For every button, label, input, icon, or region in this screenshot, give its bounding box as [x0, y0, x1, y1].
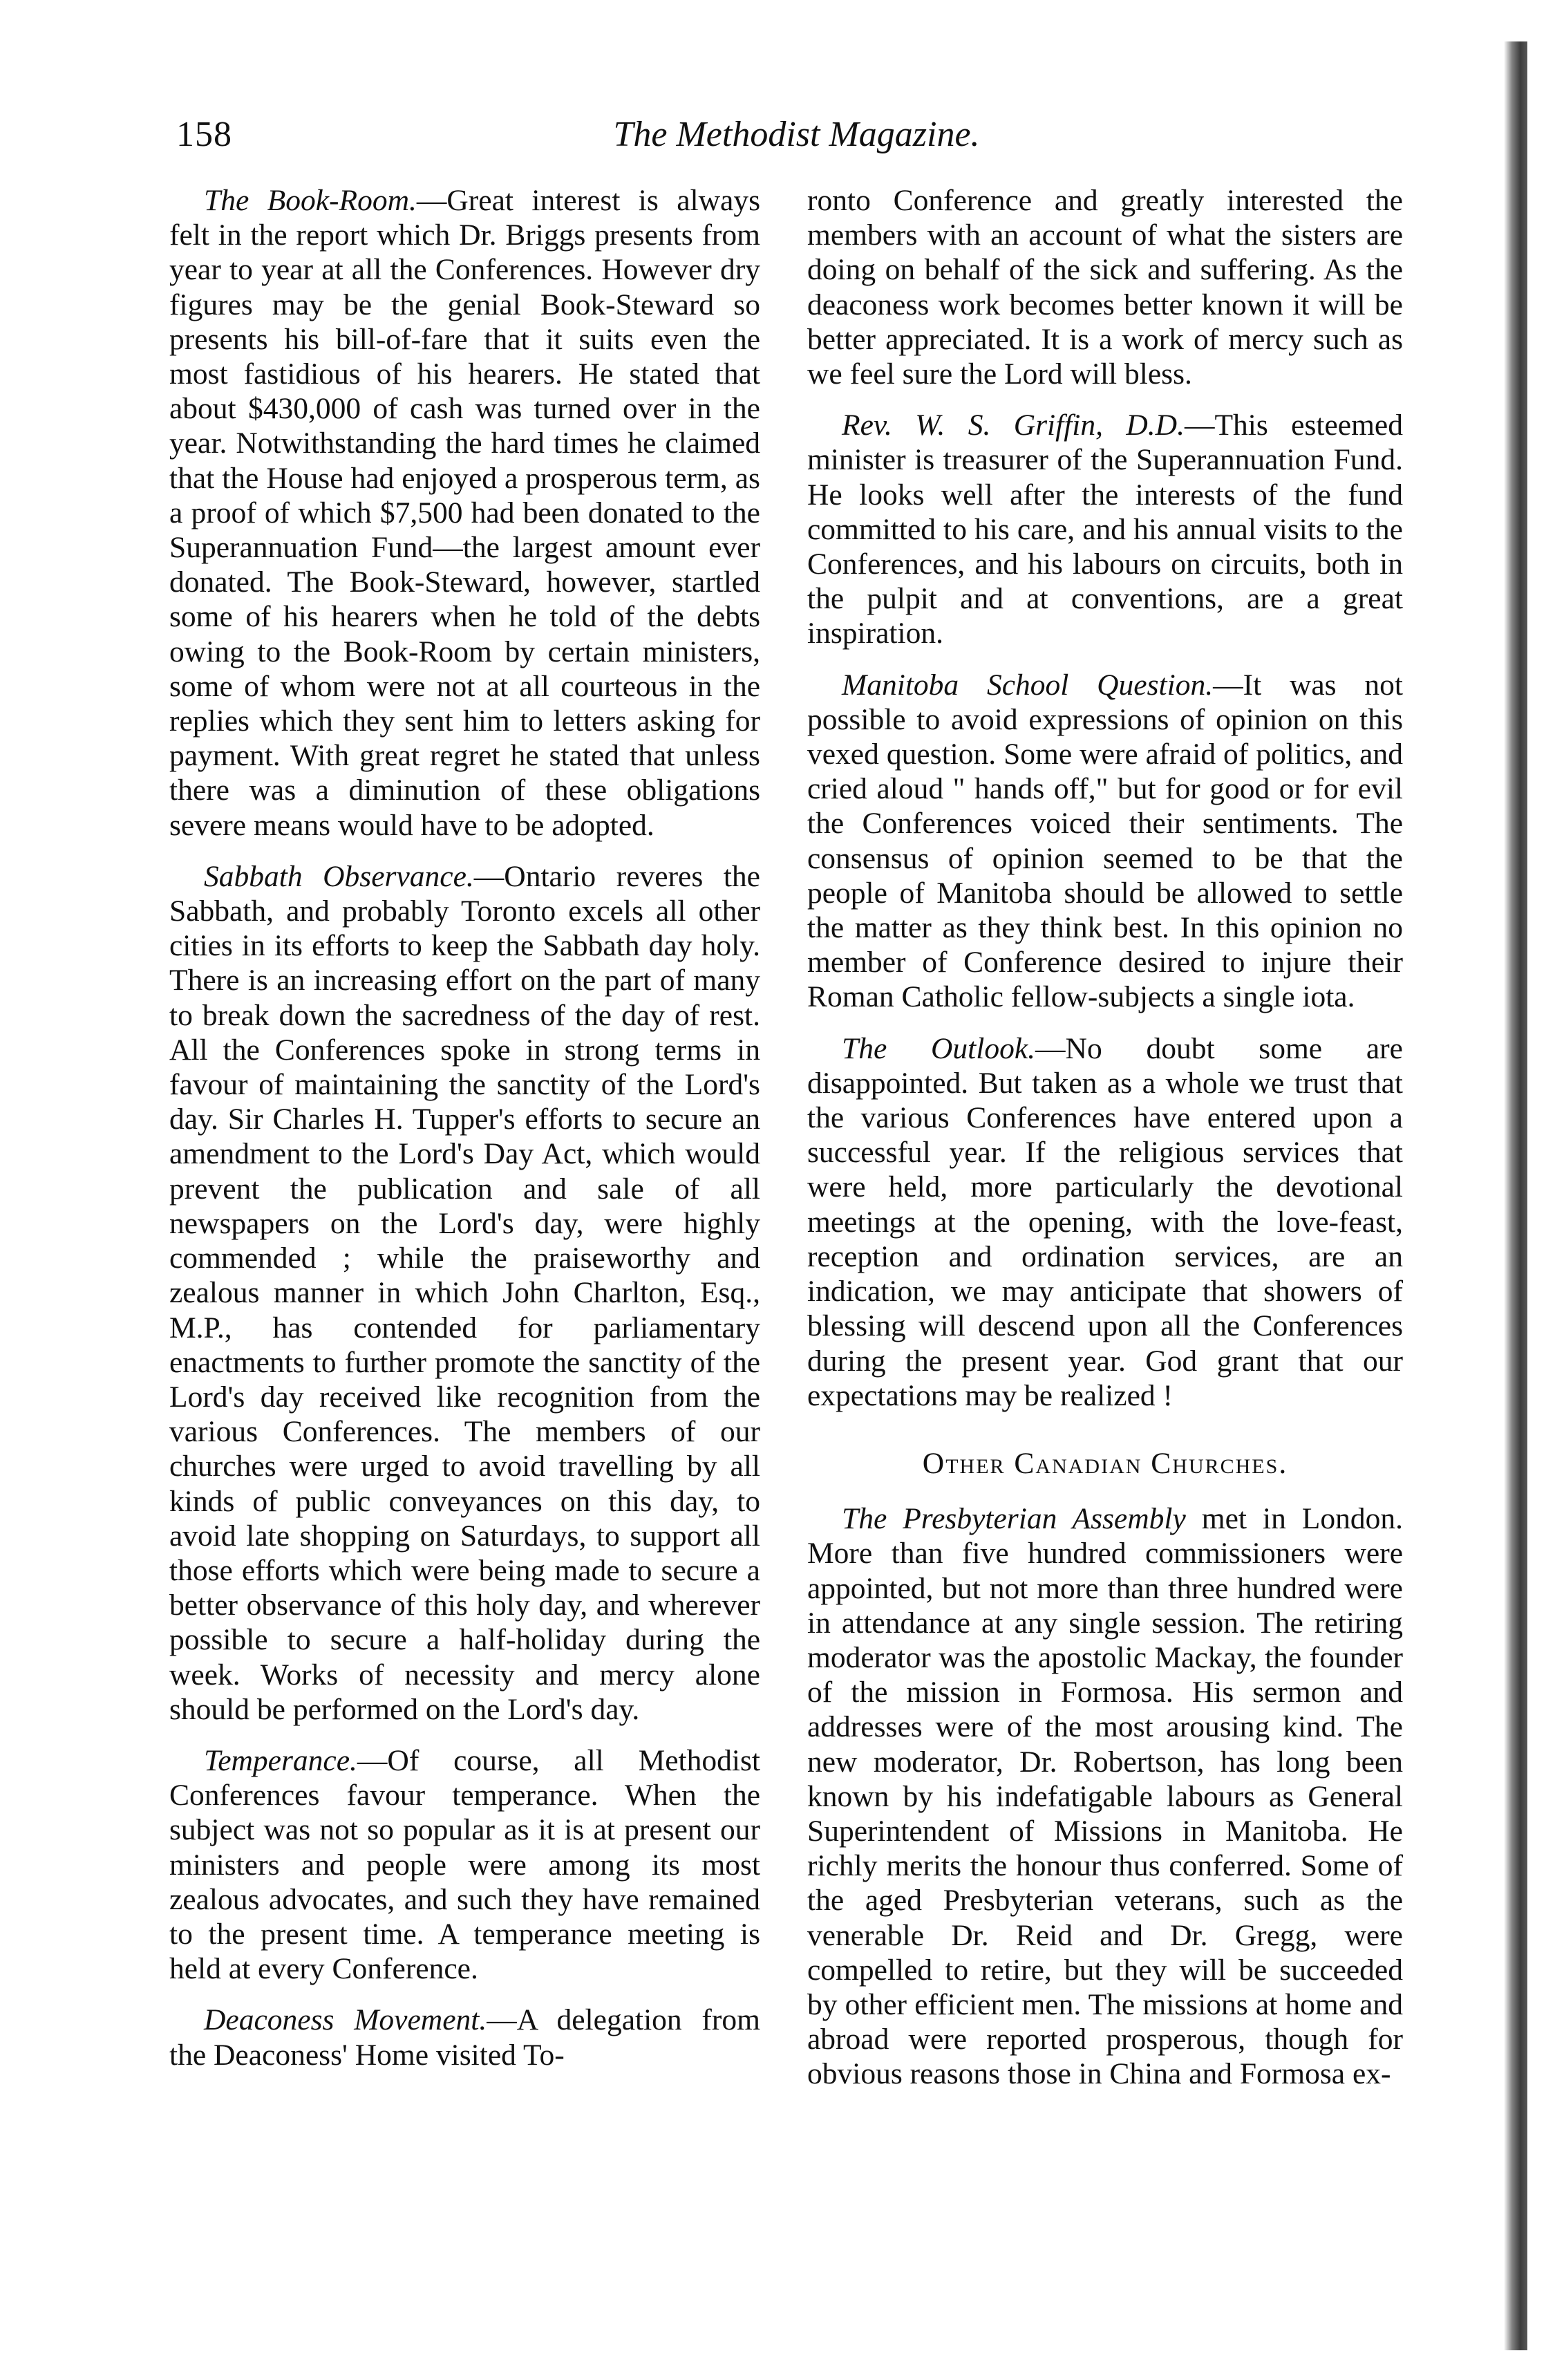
left-column — [169, 183, 760, 2089]
paragraph-temperance — [169, 1743, 760, 1986]
paragraph-lead: Manitoba School Question. — [842, 668, 1214, 702]
paragraph-text: ronto Conference and greatly interested the members with an account of what the sisters are doing on behalf of the sick and suffering. As the deaconess work becomes better known it will be better appreciated. It is a work of mercy such as we feel sure the Lord will bless. — [807, 184, 1403, 391]
paragraph-text: —No doubt some are disappointed. But taken as a whole we trust that the various Conferences have entered upon a successful year. If the religious services that were held, more particularly the devotional meetings at the opening, with the love-feast, reception and ordination services, are an indication, we may anticipate that showers of blessing will descend upon all the Conferences during the present year. God grant that our expectations may be realized ! — [807, 1031, 1403, 1412]
paragraph-presbyterian-assembly — [807, 1501, 1403, 2091]
paragraph-text: met in London. More than five hundred commissioners were appointed, but not more than three hundred were in attendance at any single session. The retiring moderator was the apostolic Mackay, the founder of the mission in Formosa. His sermon and addresses were of the most arousing kind. The new moderator, Dr. Robertson, has long been known by his indefatigable labours as General Superintendent of Missions in Manitoba. He richly merits the honour thus conferred. Some of the aged Presbyterian veterans, such as the venerable Dr. Reid and Dr. Gregg, were compelled to retire, but they will be succeeded by other efficient men. The missions at home and abroad were reported prosperous, though for obvious reasons those in China and Formosa ex- — [807, 1502, 1404, 2091]
paragraph-text: —A delegation from the Deaconess' Home visited To- — [169, 2003, 760, 2072]
page-number: 158 — [176, 115, 232, 154]
paragraph-sabbath-observance — [169, 859, 760, 1727]
paragraph-deaconess-continued — [807, 183, 1403, 391]
paragraph-book-room — [169, 183, 760, 843]
paragraph-lead: Deaconess Movement. — [204, 2003, 487, 2037]
page-header — [176, 114, 1417, 169]
paragraph-lead: The Book-Room. — [204, 184, 417, 217]
page-binding-edge — [1504, 41, 1527, 2350]
paragraph-text: —Of course, all Methodist Conferences favour temperance. When the subject was not so popular as it is at present our ministers and people were among its most zealous advocates, and such they have remained to the present time. A temperance meeting is held at every Conference. — [169, 1743, 760, 1986]
paragraph-lead: The Outlook. — [842, 1031, 1036, 1065]
paragraph-lead: Temperance. — [204, 1743, 357, 1777]
paragraph-text: —It was not possible to avoid expressions of opinion on this vexed question. Some were afraid of politics, and cried aloud " hands off," but for good or for evil the Conferences voiced their sentiments. The consensus of opinion seemed to be that the people of Manitoba should be allowed to settle the matter as they think best. In this opinion no member of Conference desired to injure their Roman Catholic fellow-subjects a single iota. — [807, 668, 1403, 1014]
paragraph-text: —Great interest is always felt in the report which Dr. Briggs presents from year to year at all the Conferences. However dry figures may be the genial Book-Steward so presents his bill-of-fare that it suits even the most fastidious of his hearers. He stated that about $430,000 of cash was turned over in the year. Notwithstanding the hard times he claimed that the House had enjoyed a prosperous term, as a proof of which $7,500 had been donated to the Superannuation Fund—the largest amount ever donated. The Book-Steward, however, startled some of his hearers when he told of the debts owing to the Book-Room by certain ministers, some of whom were not at all courteous in the replies which they sent him to letters asking for payment. With great regret he stated that unless there was a diminution of these obligations severe means would have to be adopted. — [169, 184, 760, 842]
paragraph-manitoba-school-question — [807, 668, 1403, 1015]
paragraph-lead: The Presbyterian Assembly — [842, 1502, 1186, 1536]
paragraph-lead: Sabbath Observance. — [204, 859, 474, 893]
paragraph-rev-griffin — [807, 408, 1403, 650]
paragraph-text: —Ontario reveres the Sabbath, and probably Toronto excels all other cities in its efforts to keep the Sabbath day holy. There is an increasing effort on the part of many to break down the sacredness of the day of rest. All the Conferences spoke in strong terms in favour of maintaining the sanctity of the Lord's day. Sir Charles H. Tupper's efforts to secure an amendment to the Lord's Day Act, which would prevent the publication and sale of all newspapers on the Lord's day, were highly commended ; while the praiseworthy and zealous manner in which John Charlton, Esq., M.P., has contended for parliamentary enactments to further promote the sanctity of the Lord's day received like recognition from the various Conferences. The members of our churches were urged to avoid travelling by all kinds of public conveyances on this day, to avoid late shopping on Saturdays, to support all those efforts which were being made to secure a better observance of this holy day, and wherever possible to secure a half-holiday during the week. Works of necessity and mercy alone should be performed on the Lord's day. — [169, 859, 760, 1726]
running-title: The Methodist Magazine. — [613, 115, 980, 154]
paragraph-deaconess-movement — [169, 2003, 760, 2072]
paragraph-the-outlook — [807, 1031, 1403, 1413]
section-heading: Other Canadian Churches. — [922, 1446, 1288, 1480]
paragraph-lead: Rev. W. S. Griffin, D.D. — [842, 409, 1185, 442]
right-column — [807, 183, 1403, 2108]
paragraph-text: —This esteemed minister is treasurer of the Superannuation Fund. He looks well after the interests of the fund committed to his care, and his annual visits to the Conferences, and his labours on circuits, both in the pulpit and at conventions, are a great inspiration. — [807, 409, 1403, 650]
